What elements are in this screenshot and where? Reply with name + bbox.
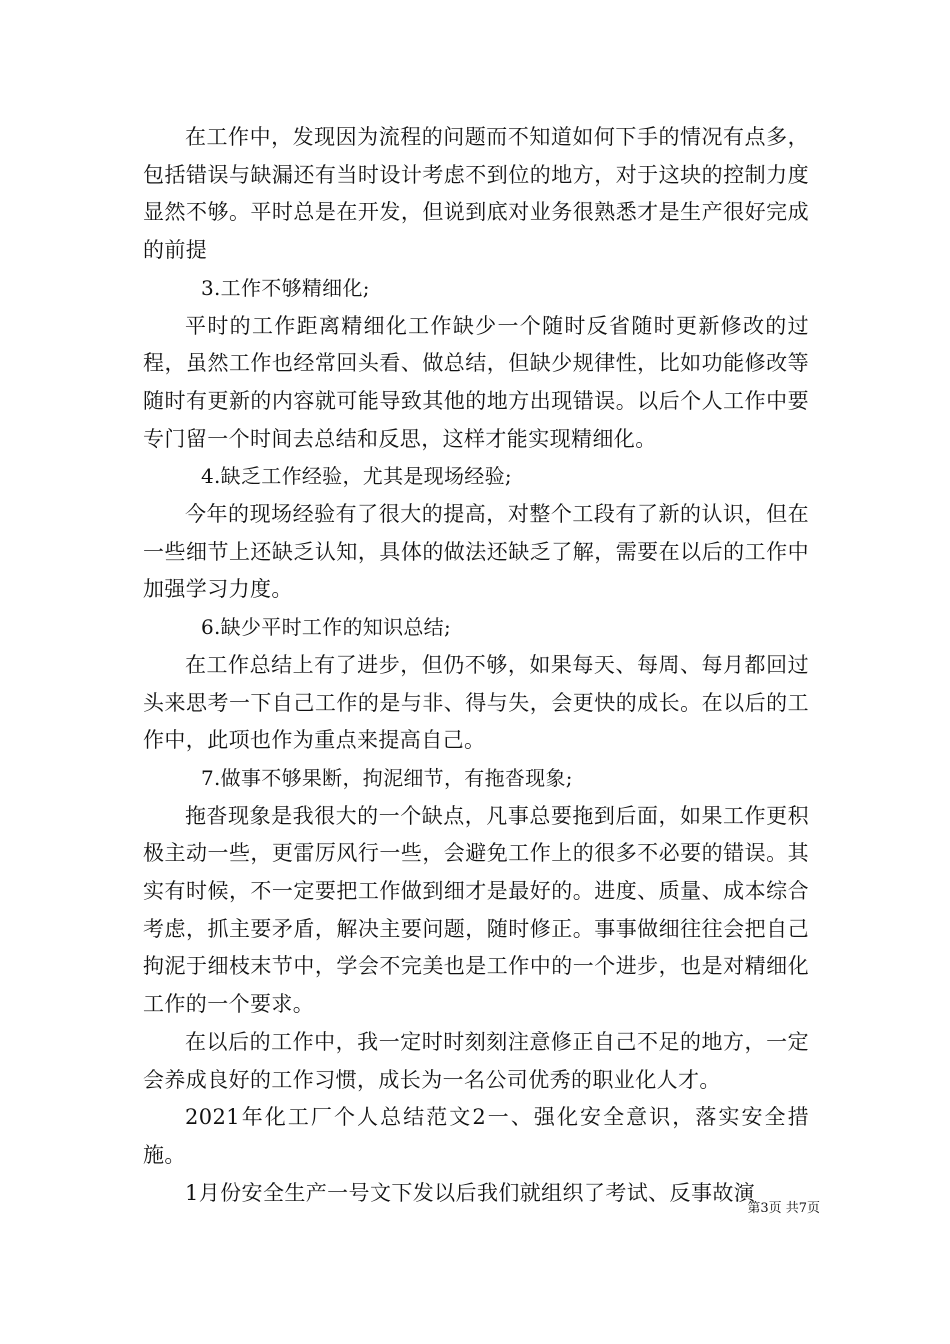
paragraph-future-work: 在以后的工作中，我一定时时刻刻注意修正自己不足的地方，一定会养成良好的工作习惯，成长为一名公司优秀的职业化人才。 [143,1029,809,1092]
paragraph-process-issues: 在工作中，发现因为流程的问题而不知道如何下手的情况有点多，包括错误与缺漏还有当时设计考虑不到位的地方，对于这块的控制力度显然不够。平时总是在开发，但说到底对业务很熟悉才是生产很好完成的前提 [143,125,809,263]
paragraph-field-experience: 今年的现场经验有了很大的提高，对整个工段有了新的认识，但在一些细节上还缺乏认知，具体的做法还缺乏了解，需要在以后的工作中加强学习力度。 [143,502,809,602]
paragraph-refinement: 平时的工作距离精细化工作缺少一个随时反省随时更新修改的过程，虽然工作也经常回头看、做总结，但缺少规律性，比如功能修改等随时有更新的内容就可能导致其他的地方出现错误。以后个人工作中要专门留一个时间去总结和反思，这样才能实现精细化。 [143,313,809,451]
paragraph-safety-training: 1月份安全生产一号文下发以后我们就组织了考试、反事故演 [185,1180,756,1205]
page-number: 第3页 共7页 [747,1201,820,1216]
heading-lack-experience: 4.缺乏工作经验，尤其是现场经验; [201,464,512,489]
document-body [143,119,809,1212]
heading-not-refined: 3.工作不够精细化; [201,275,370,300]
paragraph-work-summary: 在工作总结上有了进步，但仍不够，如果每天、每周、每月都回过头来思考一下自己工作的是与非、得与失，会更快的成长。在以后的工作中，此项也作为重点来提高自己。 [143,652,809,753]
paragraph-summary-title: 2021年化工厂个人总结范文2一、强化安全意识，落实安全措施。 [143,1105,809,1167]
heading-lack-summary: 6.缺少平时工作的知识总结; [201,615,452,640]
heading-procrastination: 7.做事不够果断，拘泥细节，有拖沓现象; [201,765,573,790]
paragraph-procrastination: 拖沓现象是我很大的一个缺点，凡事总要拖到后面，如果工作更积极主动一些，更雷厉风行一些，会避免工作上的很多不必要的错误。其实有时候，不一定要把工作做到细才是最好的。进度、质量、成本综合考虑，抓主要矛盾，解决主要问题，随时修正。事事做细往往会把自己拘泥于细枝末节中，学会不完美也是工作中的一个进步，也是对精细化工作的一个要求。 [143,803,809,1017]
